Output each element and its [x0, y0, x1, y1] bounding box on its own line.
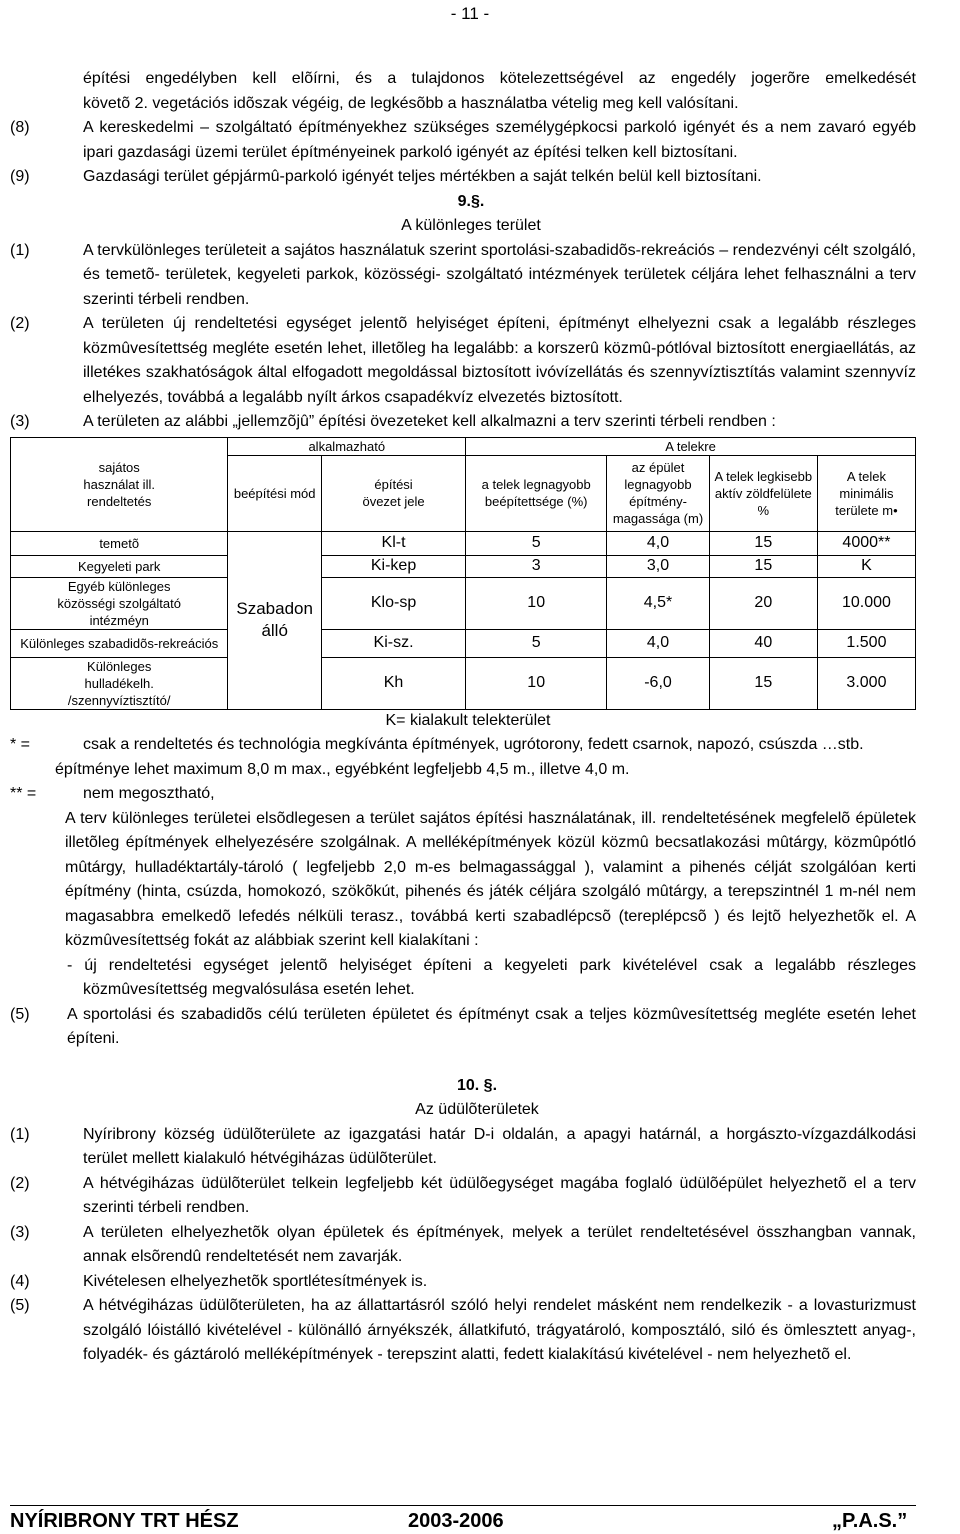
cell-height: 4,0: [607, 531, 709, 555]
section-10-paragraph-1: [10, 1123, 916, 1172]
page-number: - 11 -: [450, 4, 490, 23]
cell-use: Különleges szabadidõs-rekreációs: [11, 629, 228, 657]
cell-height: 4,0: [607, 629, 709, 657]
cell-green: 15: [709, 531, 817, 555]
paragraph-text: A hétvégiházas üdülõterületen, ha az állattartásról szóló helyi rendelet másként nem rendelkezik - a lovasturizmust szolgáló lóistálló kivételével - különálló árnyékszék, állatkifutó, trágyatároló, komposztáló, siló és ömlesztett anyag-, folyadék- és gáztároló melléképítmények - terepszint alatti, fedett kialakítású kivételével - nem helyezhetõ el.: [83, 1297, 916, 1363]
cell-code: Kh: [321, 657, 465, 709]
header-group-telekre: A telekre: [466, 437, 916, 455]
paragraph-text: A kereskedelmi – szolgáltató építményekhez szükséges személygépkocsi parkoló igényét és a nem zavaró egyéb ipari gazdasági üzemi terület építményeinek parkoló igényét az építési telken kell biztosítani.: [83, 119, 916, 161]
cell-area: 4000**: [817, 531, 915, 555]
intro-paragraph: [10, 67, 916, 116]
paragraph-text: Kivételesen elhelyezhetõk sportlétesítmények is.: [83, 1272, 428, 1290]
footer-author: „P.A.S.”: [832, 1510, 908, 1532]
note-label: ** =: [10, 785, 37, 802]
paragraph-label: (5): [10, 1005, 30, 1023]
paragraph-text: A hétvégiházas üdülõterület telkein legfeljebb két üdülõegységet magába foglaló üdülõépület helyezhetõ el a terv szerinti térbeli rendben.: [83, 1174, 916, 1216]
cell-code: Ki-sz.: [321, 629, 465, 657]
cell-mode: Szabadon álló: [228, 531, 322, 709]
document-body: [10, 67, 916, 1368]
paragraph-text: Gazdasági terület gépjármû-parkoló igényét teljes mértékben a saját telkén belül kell biztosítani.: [83, 168, 762, 185]
header-epitesi-ovezet: építési övezet jele: [321, 455, 465, 531]
paragraph-label: (8): [10, 119, 30, 136]
header-terulet: A telek minimális területe m•: [817, 455, 915, 531]
zoning-table: [10, 437, 916, 710]
cell-green: 20: [709, 577, 817, 629]
table-row: [11, 629, 916, 657]
paragraph-text: A területen elhelyezhetõk olyan épületek és építmények, melyek a terület rendeltetésével összhangban vannak, annak elsõrendû rendeltetését nem zavarják.: [83, 1223, 916, 1265]
note-line-2: építménye lehet maximum 8,0 m max., egyébként legfeljebb 4,5 m., illetve 4,0 m.: [55, 760, 630, 778]
table-row: [11, 577, 916, 629]
page-footer: [10, 1505, 916, 1532]
cell-built: 5: [466, 629, 607, 657]
cell-code: Ki-kep: [321, 555, 465, 577]
cell-use: Különleges hulladékelh. /szennyvíztisztító/: [11, 657, 228, 709]
cell-area: 1.500: [817, 629, 915, 657]
footer-title: NYÍRIBRONY TRT HÉSZ: [10, 1510, 239, 1532]
header-epulet-magassag: az épület legnagyobb építmény-magassága (m): [607, 455, 709, 531]
cell-use: Egyéb különleges közösségi szolgáltató intézméyn: [11, 577, 228, 629]
note-single-star: [10, 733, 916, 782]
paragraph-text: A sportolási és szabadidõs célú területen épületet és építményt csak a teljes közmûvesítettség megléte esetén lehet építeni.: [67, 1005, 916, 1047]
section-10-paragraph-3: [10, 1221, 916, 1270]
section-9-paragraph-3: [10, 410, 916, 435]
section-9-title: A különleges terület: [401, 217, 541, 234]
section-10-paragraph-4: [10, 1270, 916, 1295]
paragraph-label: (4): [10, 1272, 30, 1290]
intro-line-2: követõ 2. vegetációs idõszak végéig, de legkésõbb a használatba vételig meg kell valósítani.: [83, 94, 739, 112]
cell-area: 3.000: [817, 657, 915, 709]
paragraph-8: [10, 116, 916, 165]
cell-use: Kegyeleti park: [11, 555, 228, 577]
cell-code: Kl-t: [321, 531, 465, 555]
note-text: nem megosztható,: [83, 785, 215, 802]
bullet-text: - új rendeltetési egységet jelentõ helyiséget építeni a kegyeleti park kivételével csak a legalább részleges közmûvesítettség megvalósulása esetén lehet.: [67, 956, 916, 998]
section-9-paragraph-1: [10, 239, 916, 313]
note-double-star: [10, 782, 916, 807]
cell-height: 3,0: [607, 555, 709, 577]
cell-use: temetõ: [11, 531, 228, 555]
paragraph-text: Nyíribrony község üdülõterülete az igazgatási határ D-i oldalán, a apagyi határnál, a horgászto-vízgazdálkodási terület mellett kialakuló hétvégiházas üdülõterület.: [83, 1125, 916, 1167]
section-9-paragraph-4: [10, 807, 916, 954]
paragraph-label: (1): [10, 241, 30, 259]
paragraph-label: (3): [10, 413, 30, 430]
paragraph-text: A terv különleges területei elsõdlegesen a terület sajátos építési használatának, ill. rendeltetésének megfelelõ épületek illetõleg építmények elhelyezésére szolgálnak. A melléképítmények közül közmû becsatlakozási mûtárgy, közmûpótló mûtárgy, hulladéktartály-tároló ( legfeljebb 2,0 m-es belmagassággal ), valamint a pihenés célját szolgálóan kerti építmény (hinta, csúzda, homokozó, szökõkút, pihenés és játék céljára szolgáló mûtárgy, a terepszintnél 1 m-nél nem magasabbra emelkedõ lefedés nélküli terasz., továbbá kerti szabadlépcsõ (tereplépcsõ ) és lejtõ helyezhetõk el. A közmûvesítettség fokát az alábbiak szerint kell kialakítani :: [65, 809, 916, 949]
paragraph-text: A területen az alábbi „jellemzõjû” építési övezeteket kell alkalmazni a terv szerinti térbeli rendben :: [83, 413, 776, 430]
header-sajatos: sajátos használat ill. rendeltetés: [11, 437, 228, 531]
note-label: * =: [10, 736, 31, 753]
cell-built: 10: [466, 577, 607, 629]
paragraph-label: (2): [10, 315, 30, 332]
paragraph-label: (1): [10, 1125, 30, 1143]
paragraph-label: (2): [10, 1174, 30, 1192]
cell-green: 40: [709, 629, 817, 657]
intro-line-1: építési engedélyben kell elõírni, és a tulajdonos kötelezettségével az engedély jogerõre emelkedését: [83, 70, 916, 87]
section-10-number: 10. §.: [456, 1076, 498, 1094]
cell-built: 3: [466, 555, 607, 577]
paragraph-text: A területen új rendeltetési egységet jelentõ helyiséget építeni, építményt elhelyezni csak a legalább részleges közmûvesítettség megléte esetén lehet, illetõleg ha legalább: a korszerû közmû-pótlóval biztosított energiaellátás, az illetékes szakhatóságok által elfogadott megoldással biztosított ivóvízellátás és szennyvíztisztítás valamint szennyvíz elhelyezés, továbbá a legalább nyílt árkos csapadékvíz elvezetés biztosított.: [83, 315, 916, 406]
footer-years: 2003-2006: [408, 1510, 504, 1532]
cell-built: 10: [466, 657, 607, 709]
note-line-1: csak a rendeltetés és technológia megkívánta építmények, ugrótorony, fedett csarnok, napozó, csúszda …stb.: [83, 736, 864, 753]
paragraph-label: (5): [10, 1297, 30, 1314]
cell-area: K: [817, 555, 915, 577]
paragraph-label: (3): [10, 1223, 30, 1241]
table-row: [11, 657, 916, 709]
paragraph-label: (9): [10, 168, 30, 185]
table-row: [11, 555, 916, 577]
section-10-title: Az üdülõterületek: [415, 1101, 539, 1118]
cell-code: Klo-sp: [321, 577, 465, 629]
header-beepitesi-mod: beépítési mód: [228, 455, 322, 531]
cell-green: 15: [709, 555, 817, 577]
section-9-paragraph-4-bullet: [10, 954, 916, 1003]
cell-height: 4,5*: [607, 577, 709, 629]
section-9-paragraph-2: [10, 312, 916, 410]
section-10-paragraph-5: [10, 1294, 916, 1368]
paragraph-text: A tervkülönleges területeit a sajátos használatuk szerint sportolási-szabadidõs-rekreációs – rendezvényi célt szolgáló, és temetõ- területek, kegyeleti parkok, közösségi- szolgáltató intézmények területek céljára lehet felhasználni a terv szerinti térbeli rendben.: [83, 241, 916, 308]
section-9-number: 9.§.: [457, 192, 485, 210]
cell-built: 5: [466, 531, 607, 555]
header-beepitettseg: a telek legnagyobb beépítettsége (%): [466, 455, 607, 531]
paragraph-9: [10, 165, 916, 190]
table-row: [11, 531, 916, 555]
section-10-paragraph-2: [10, 1172, 916, 1221]
cell-height: -6,0: [607, 657, 709, 709]
table-footnote-k: K= kialakult telekterület: [385, 711, 551, 729]
header-zoldfelulet: A telek legkisebb aktív zöldfelülete %: [709, 455, 817, 531]
cell-area: 10.000: [817, 577, 915, 629]
header-group-alkalmazhato: alkalmazható: [228, 437, 466, 455]
cell-green: 15: [709, 657, 817, 709]
section-9-paragraph-5: [10, 1003, 916, 1052]
